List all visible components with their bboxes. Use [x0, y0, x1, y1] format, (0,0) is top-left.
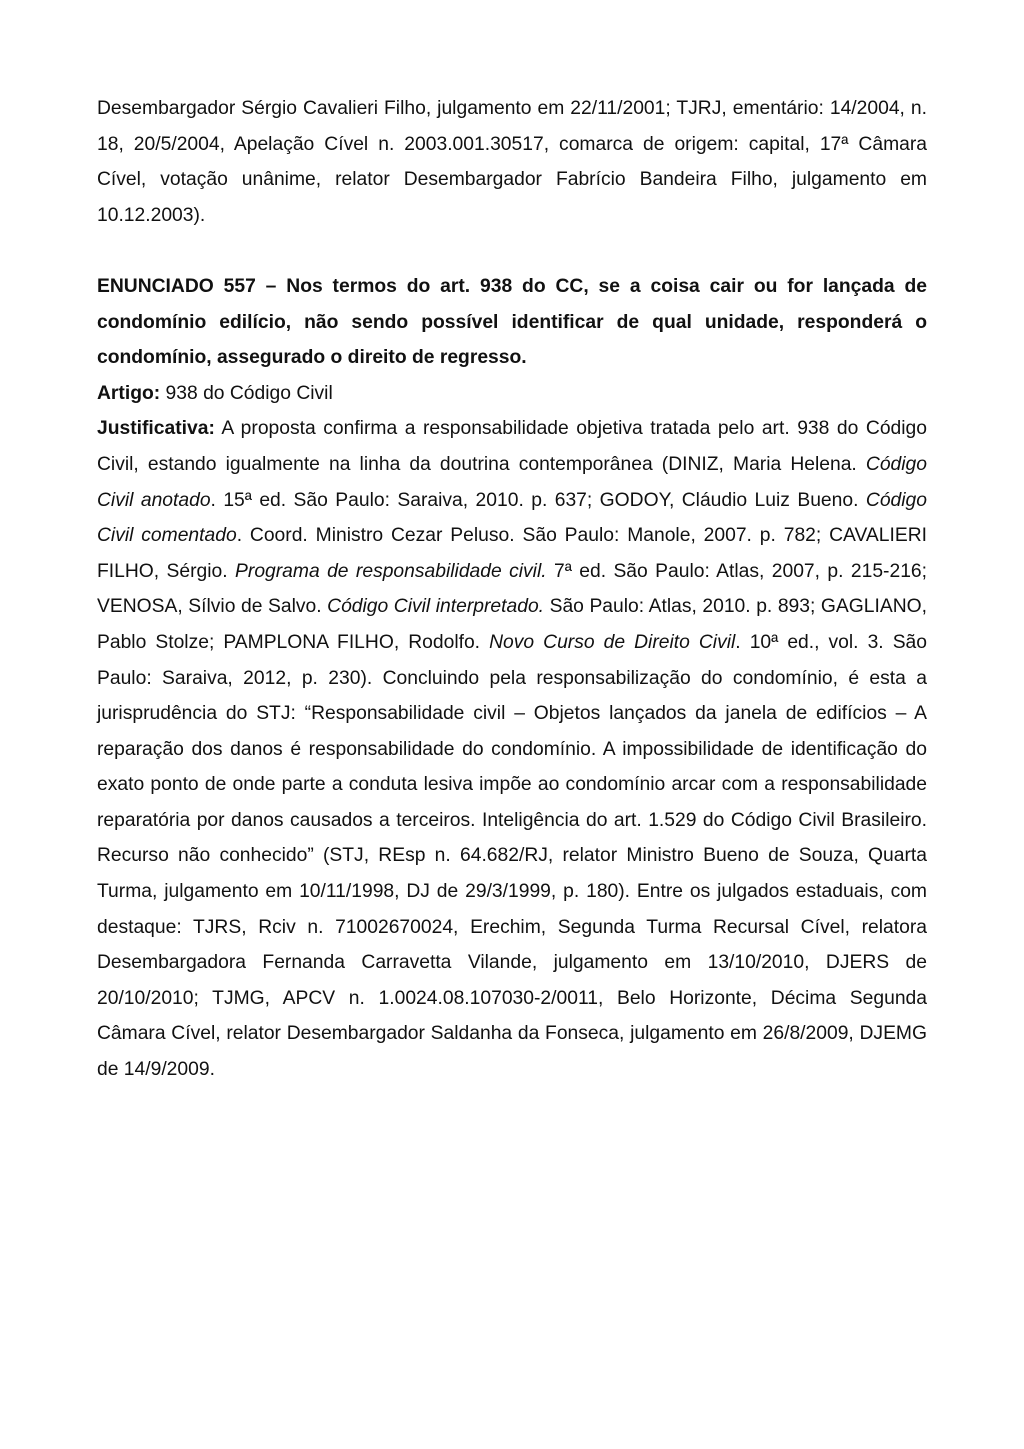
justificativa-text-5: São Paulo: Atlas, 2010. p. 893; GAGLIANO, Pablo Stolze; PAMPLONA FILHO, Rodolfo. [97, 596, 927, 653]
justificativa-text-4: 7ª ed. São Paulo: Atlas, 2007, p. 215-216; VENOSA, Sílvio de Salvo. [97, 560, 927, 618]
citation-title-2: Código Civil comentado [97, 489, 927, 547]
justificativa-text-2: . 15ª ed. São Paulo: Saraiva, 2010. p. 637; GODOY, Cláudio Luiz Bueno. [210, 489, 866, 511]
justificativa-paragraph [97, 411, 927, 1087]
justificativa-text-3: . Coord. Ministro Cezar Peluso. São Paulo: Manole, 2007. p. 782; CAVALIERI FILHO, Sérgio. [97, 525, 927, 582]
justificativa-label: Justificativa: [97, 418, 215, 440]
artigo-line [97, 376, 927, 412]
intro-paragraph: Desembargador Sérgio Cavalieri Filho, julgamento em 22/11/2001; TJRJ, ementário: 14/2004, n. 18, 20/5/2004, Apelação Cível n. 2003.001.30517, comarca de origem: capital, 17ª Câmara Cível, votação unânime, relator Desembargador Fabrício Bandeira Filho, julgamento em 10.12.2003). [97, 98, 927, 226]
citation-title-3: Programa de responsabilidade civil. [235, 560, 547, 582]
citation-title-4: Código Civil interpretado. [327, 596, 545, 618]
citation-title-1: Código Civil anotado [97, 453, 927, 511]
justificativa-text-6: . 10ª ed., vol. 3. São Paulo: Saraiva, 2012, p. 230). Concluindo pela responsabilização do condomínio, é esta a jurisprudência do STJ: “Responsabilidade civil – Objetos lançados da janela de edifícios – A reparação dos danos é responsabilidade do condomínio. A impossibilidade de identificação do exato ponto de onde parte a conduta lesiva impõe ao condomínio arcar com a responsabilidade reparatória por danos causados a terceiros. Inteligência do art. 1.529 do Código Civil Brasileiro. Recurso não conhecido” (STJ, REsp n. 64.682/RJ, relator Ministro Bueno de Souza, Quarta Turma, julgamento em 10/11/1998, DJ de 29/3/1999, p. 180). Entre os julgados estaduais, com destaque: TJRS, Rciv n. 71002670024, Erechim, Segunda Turma Recursal Cível, relatora Desembargadora Fernanda Carravetta Vilande, julgamento em 13/10/2010, DJERS de 20/10/2010; TJMG, APCV n. 1.0024.08.107030-2/0011, Belo Horizonte, Décima Segunda Câmara Cível, relator Desembargador Saldanha da Fonseca, julgamento em 26/8/2009, DJEMG de 14/9/2009. [97, 631, 928, 1081]
document-page [97, 91, 927, 1088]
artigo-label: Artigo: [97, 382, 161, 404]
citation-title-5: Novo Curso de Direito Civil [489, 631, 736, 653]
artigo-text: 938 do Código Civil [160, 382, 333, 404]
justificativa-text-1: A proposta confirma a responsabilidade objetiva tratada pelo art. 938 do Código Civil, estando igualmente na linha da doutrina contemporânea (DINIZ, Maria Helena. [97, 418, 927, 475]
paragraph-spacer [97, 233, 927, 269]
enunciado-heading: ENUNCIADO 557 – Nos termos do art. 938 do CC, se a coisa cair ou for lançada de condomínio edilício, não sendo possível identificar de qual unidade, responderá o condomínio, assegurado o direito de regresso. [97, 275, 927, 369]
